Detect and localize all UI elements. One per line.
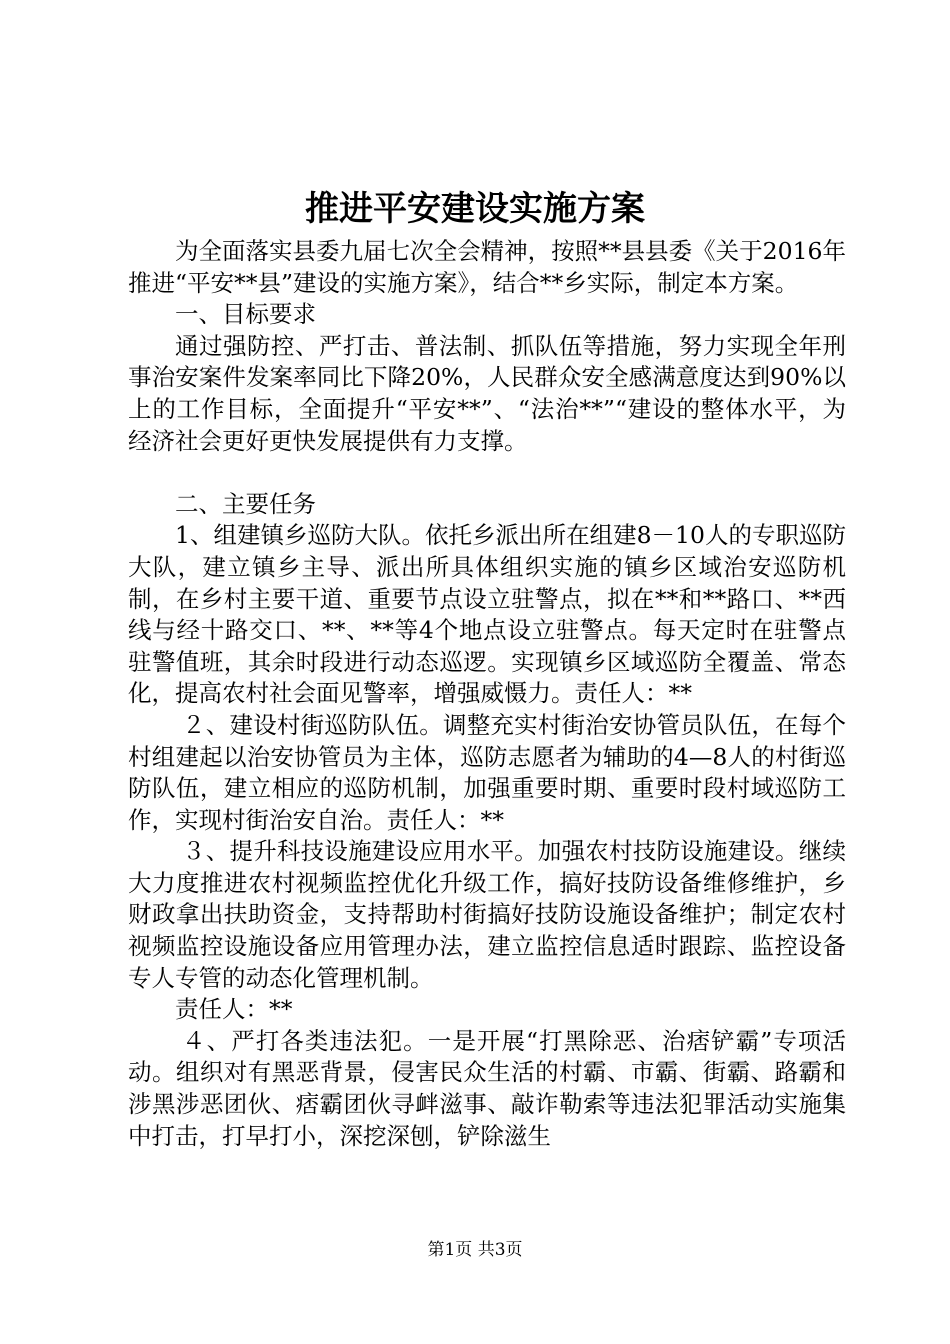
goals-paragraph: 通过强防控、严打击、普法制、抓队伍等措施，努力实现全年刑事治安案件发案率同比下降20%，人民群众安全感满意度达到90%以上的工作目标，全面提升“平安**”、“法治**”“建设的整体水平，为经济社会更好更快发展提供有力支撑。 — [128, 331, 846, 455]
page-footer: 第1页 共3页 — [427, 1240, 523, 1260]
section-heading-goals: 一、目标要求 — [175, 300, 316, 329]
task-paragraph-1: 1、组建镇乡巡防大队。依托乡派出所在组建8－10人的专职巡防大队，建立镇乡主导、派出所具体组织实施的镇乡区域治安巡防机制，在乡村主要干道、重要节点设立驻警点，拟在**和**路口、**西线与经十路交口、**、**等4个地点设立驻警点。每天定时在驻警点驻警值班，其余时段进行动态巡逻。实现镇乡区域巡防全覆盖、常态化，提高农村社会面见警率，增强威慑力。责任人：** — [128, 521, 846, 708]
intro-paragraph: 为全面落实县委九届七次全会精神，按照**县县委《关于2016年推进“平安**县”建设的实施方案》，结合**乡实际，制定本方案。 — [128, 237, 846, 297]
task-3-responsible: 责任人：** — [175, 995, 293, 1024]
document-body — [128, 236, 846, 1152]
document-title: 推进平安建设实施方案 — [305, 189, 645, 229]
paragraph-spacer — [128, 457, 846, 489]
task-paragraph-2: ２、建设村街巡防队伍。调整充实村街治安协管员队伍，在每个村组建起以治安协管员为主体，巡防志愿者为辅助的4—8人的村街巡防队伍，建立相应的巡防机制，加强重要时期、重要时段村域巡防工作，实现村街治安自治。责任人：** — [128, 710, 846, 834]
task-paragraph-3: ３、提升科技设施建设应用水平。加强农村技防设施建设。继续大力度推进农村视频监控优化升级工作，搞好技防设备维修维护，乡财政拿出扶助资金，支持帮助村街搞好技防设施设备维护；制定农村视频监控设施设备应用管理办法，建立监控信息适时跟踪、监控设备专人专管的动态化管理机制。 — [128, 837, 846, 992]
section-heading-tasks: 二、主要任务 — [175, 489, 316, 518]
task-paragraph-4: ４、严打各类违法犯。一是开展“打黑除恶、治痞铲霸”专项活动。组织对有黑恶背景，侵害民众生活的村霸、市霸、街霸、路霸和涉黑涉恶团伙、痞霸团伙寻衅滋事、敲诈勒索等违法犯罪活动实施集中打击，打早打小，深挖深刨，铲除滋生 — [128, 1026, 846, 1150]
